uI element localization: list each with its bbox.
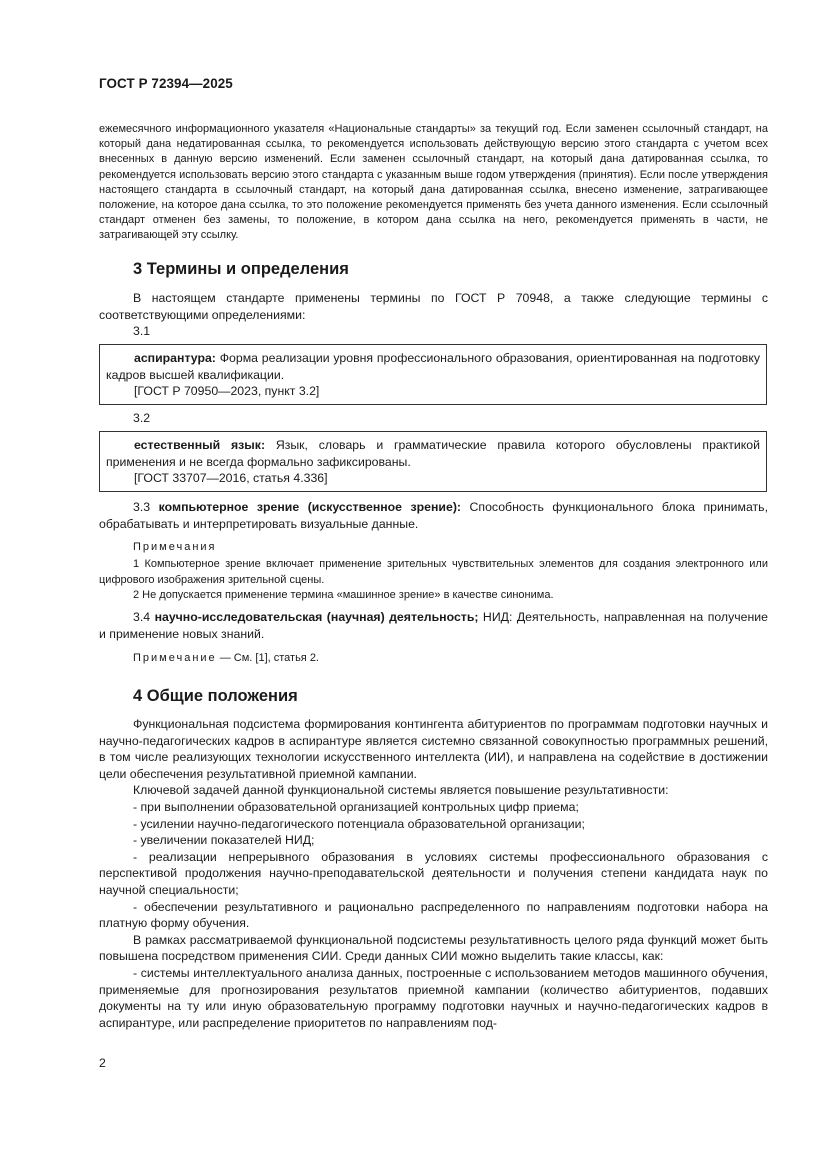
page-number: 2 xyxy=(99,1056,106,1070)
note-1: 1 Компьютерное зрение включает применение зрительных чувствительных элементов для создания электронного или цифрового изображения зрительной сцены. xyxy=(99,558,768,586)
term-3-3-name: компьютерное зрение (искусственное зрение): xyxy=(158,500,462,514)
term-3-1-definition: Форма реализации уровня профессионального образования, ориентированная на подготовку кадров высшей квалификации. xyxy=(106,351,760,382)
term-3-2-name: естественный язык: xyxy=(134,438,266,452)
section-3-lead: В настоящем стандарте применены термины по ГОСТ Р 70948, а также следующие термины с соответствующими определениями: xyxy=(99,291,768,322)
term-3-3-number: 3.3 xyxy=(133,500,151,514)
section-4-p2: Ключевой задачей данной функциональной системы является повышение результативности: xyxy=(133,783,669,798)
section-4-p1: Функциональная подсистема формирования контингента абитуриентов по программам подготовки научных и научно-педагогических кадров в аспирантуре является системно связанной совокупностью программных решений, в том числе реализующих технологии искусственного интеллекта (ИИ), и направлена на содействие в достижении цели обеспечения результативной приемной кампании. xyxy=(99,717,768,781)
section-4-heading: 4 Общие положения xyxy=(133,687,298,705)
term-3-4-definition: НИД: Деятельность, направленная на получение и применение новых знаний. xyxy=(99,610,768,641)
note-single-text: — См. [1], статья 2. xyxy=(216,652,319,664)
document-header: ГОСТ Р 72394—2025 xyxy=(99,76,233,91)
term-3-1-name: аспирантура: xyxy=(134,351,216,365)
note-single-label: Примечание xyxy=(133,652,217,664)
section-3-heading: 3 Термины и определения xyxy=(133,260,349,278)
list-item: - обеспечении результативного и рационально распределенного по направлениям подготовки набора на платную форму обучения. xyxy=(99,899,768,931)
term-3-3-definition: Способность функционального блока принимать, обрабатывать и интерпретировать визуальные данные. xyxy=(99,500,768,531)
term-3-1-box xyxy=(99,344,767,405)
term-3-2-definition: Язык, словарь и грамматические правила которого обусловлены практикой применения и не всегда формально зафиксированы. xyxy=(106,438,760,469)
list-item: - увеличении показателей НИД; xyxy=(133,833,315,848)
term-3-2-number: 3.2 xyxy=(133,411,151,425)
list-item: - реализации непрерывного образования в условиях системы профессионального образования с перспективой продолжения научно-преподавательской деятельности и получения степени кандидата наук по научной специальности; xyxy=(99,849,768,897)
term-3-3 xyxy=(99,499,768,532)
list-item: - при выполнении образовательной организацией контрольных цифр приема; xyxy=(133,799,579,814)
term-3-2-source: [ГОСТ 33707—2016, статья 4.336] xyxy=(134,471,328,486)
intro-paragraph: ежемесячного информационного указателя «Национальные стандарты» за текущий год. Если заменен ссылочный стандарт, на который дана недатированная ссылка, то рекомендуется использовать действующую версию этого стандарта с учетом всех внесенных в данную версию изменений. Если заменен ссылочный стандарт, на который дана датированная ссылка, то рекомендуется использовать версию этого стандарта с указанным выше годом утверждения (принятия). Если после утверждения настоящего стандарта в ссылочный стандарт, на который дана датированная ссылка, внесено изменение, затрагивающее положение, на которое дана ссылка, то это положение рекомендуется применять без учета данного изменения. Если ссылочный стандарт отменен без замены, то положение, в котором дана ссылка на него, рекомендуется применять в части, не затрагивающей эту ссылку. xyxy=(99,123,768,242)
term-3-4-number: 3.4 xyxy=(133,610,151,624)
note-2: 2 Не допускается применение термина «машинное зрение» в качестве синонима. xyxy=(133,589,554,601)
term-3-1-number: 3.1 xyxy=(133,324,151,338)
section-4-p3: В рамках рассматриваемой функциональной подсистемы результативность целого ряда функций может быть повышена посредством применения СИИ. Среди данных СИИ можно выделить такие классы, как: xyxy=(99,932,768,964)
section-4-p4: - системы интеллектуального анализа данных, построенные с использованием методов машинного обучения, применяемые для прогнозирования результатов приемной кампании (количество абитуриентов, подавших документы на ту или иную образовательную программу подготовки научных и научно-педагогических кадров в аспирантуре, или распределение приоритетов по направлениям под- xyxy=(99,965,768,1030)
term-3-2-box xyxy=(99,431,767,492)
term-3-4 xyxy=(99,609,768,642)
term-3-1-source: [ГОСТ Р 70950—2023, пункт 3.2] xyxy=(134,384,320,399)
term-3-4-name: научно-исследовательская (научная) деятельность; xyxy=(154,610,479,624)
notes-title: Примечания xyxy=(133,541,217,553)
section-4-body xyxy=(99,716,768,1031)
note-single xyxy=(99,651,768,667)
list-item: - усилении научно-педагогического потенциала образовательной организации; xyxy=(133,816,585,831)
